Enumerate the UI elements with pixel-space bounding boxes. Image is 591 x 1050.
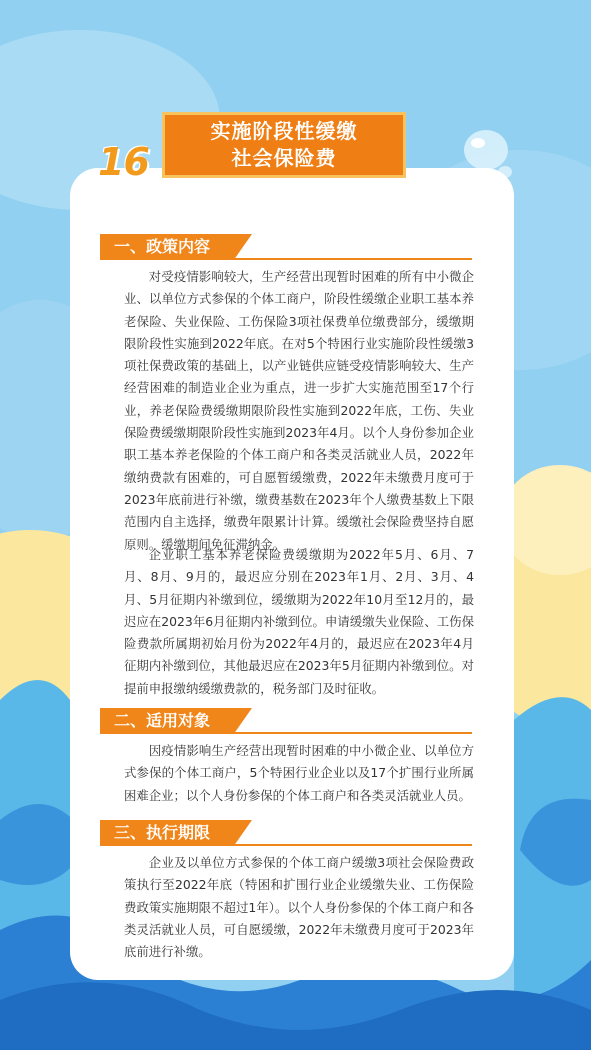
section-heading-text: 二、适用对象 bbox=[114, 711, 211, 730]
section-divider bbox=[230, 258, 472, 260]
title-line-1: 实施阶段性缓缴 bbox=[210, 119, 358, 143]
section-number: 16 bbox=[98, 140, 149, 184]
section-divider bbox=[230, 732, 472, 734]
title-banner bbox=[162, 112, 406, 178]
section-divider bbox=[230, 844, 472, 846]
title-line-2: 社会保险费 bbox=[231, 146, 337, 170]
policy-paragraph-2: 企业职工基本养老保险费缓缴期为2022年5月、6月、7月、8月、9月的，最迟应分别在2023年1月、2月、3月、4月、5月征期内补缴到位，缓缴期为2022年10月至12月的，最迟应在2023年6月征期内补缴到位。申请缓缴失业保险、工伤保险费款所属期初始月份为2022年4月的，最迟应在2023年4月征期内补缴到位，其他最迟应在2023年5月征期内补缴到位。对提前申报缴纳缓缴费款的，税务部门及时征收。 bbox=[124, 547, 474, 696]
period-paragraph: 企业及以单位方式参保的个体工商户缓缴3项社会保险费政策执行至2022年底（特困和扩围行业企业缓缴失业、工伤保险费政策实施期限不超过1年）。以个人身份参保的个体工商户和各类灵活就业人员，可自愿缓缴，2022年未缴费月度可于2023年底前进行补缴。 bbox=[124, 855, 474, 960]
section-heading-policy bbox=[100, 234, 472, 260]
policy-paragraph-1: 对受疫情影响较大，生产经营出现暂时困难的所有中小微企业、以单位方式参保的个体工商户，阶段性缓缴企业职工基本养老保险、失业保险、工伤保险3项社保费单位缴费部分，缓缴期限阶段性实施到2022年底。在对5个特困行业实施阶段性缓缴3项社保费政策的基础上，以产业链供应链受疫情影响较大、生产经营困难的制造业企业为重点，进一步扩大实施范围至17个行业，养老保险费缓缴期限阶段性实施到2022年底，工伤、失业保险费缓缴期限阶段性实施到2023年4月。以个人身份参加企业职工基本养老保险的个体工商户和各类灵活就业人员，2022年缴纳费款有困难的，可自愿暂缓缴费，2022年未缴费月度可于2023年底前进行补缴，缴费基数在2023年个人缴费基数上下限范围内自主选择，缴费年限累计计算。缓缴社会保险费坚持自愿原则。缓缴期间免征滞纳金。 bbox=[124, 269, 474, 552]
section-heading-period bbox=[100, 820, 472, 846]
eligibility-paragraph: 因疫情影响生产经营出现暂时困难的中小微企业、以单位方式参保的个体工商户，5个特困行业企业以及17个扩围行业所属困难企业；以个人身份参保的个体工商户和各类灵活就业人员。 bbox=[124, 743, 474, 803]
section-heading-eligibility bbox=[100, 708, 472, 734]
section-heading-text: 三、执行期限 bbox=[114, 823, 211, 842]
section-heading-text: 一、政策内容 bbox=[114, 237, 211, 256]
